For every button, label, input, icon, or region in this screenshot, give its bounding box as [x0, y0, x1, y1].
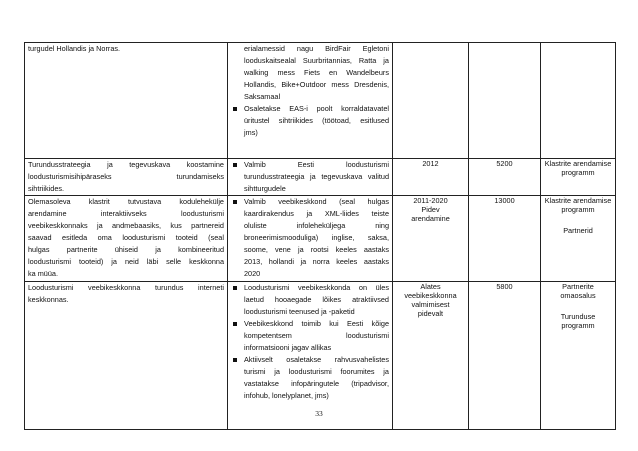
- measure-line: hulgas partnerite ühiseid ja kombineeritud: [28, 245, 224, 254]
- measure-line: Olemasoleva klastrit tutvustava kodulehekülje: [28, 197, 224, 206]
- bullet-continuation: üritustel sihtriikides (töötoad, esitlused: [244, 116, 389, 125]
- bullet-item: Osaletakse EAS-i poolt korraldatavatel: [231, 103, 389, 115]
- time-cell: [393, 43, 469, 159]
- bullet-continuation: kaardirakendus ja XML-liides teiste: [244, 209, 389, 218]
- bullet-continuation: vastatakse infopäringutele (tripadvisor,: [244, 379, 389, 388]
- bullet-continuation: Hollandis, Bike+Outdoor mess Dresdenis,: [244, 80, 389, 89]
- program-line: programm: [561, 205, 595, 214]
- bullet-continuation: erialamessid nagu BirdFair Egletoni: [244, 44, 389, 53]
- measure-line: Turundusstrateegia ja tegevuskava koostamine: [28, 160, 224, 169]
- results-cell: [228, 159, 393, 196]
- bullet-item: Valmib veebikeskkond (seal hulgas: [231, 196, 389, 208]
- spacer: [544, 214, 612, 226]
- time-line: Pidev: [421, 205, 440, 214]
- program-line: Turunduse programm: [560, 312, 596, 330]
- measure-cell: [25, 43, 228, 159]
- program-line: Partnerid: [563, 226, 593, 235]
- budget-cell: [469, 282, 541, 430]
- action-plan-table: [24, 42, 616, 430]
- measure-cell: [25, 196, 228, 282]
- spacer: [544, 300, 612, 312]
- bullet-item: Veebikeskkond toimib kui Eesti kõige: [231, 318, 389, 330]
- time-line: 2011-2020: [413, 196, 448, 205]
- bullet-continuation: loodusturismi teenused ja -paketid: [244, 307, 355, 316]
- bullet-continuation: oluliste infoleheküljega ning: [244, 221, 389, 230]
- table-row: [25, 43, 616, 159]
- bullet-continuation: sihtturgudele: [244, 184, 286, 193]
- budget-line: 5200: [496, 159, 513, 168]
- budget-line: 13000: [494, 196, 515, 205]
- measure-line: keskkonnas.: [28, 295, 69, 304]
- table-body: [25, 43, 616, 430]
- bullet-continuation: 2013, hollandi ja norra keeles aastaks: [244, 257, 389, 266]
- budget-cell: [469, 196, 541, 282]
- bullet-continuation: walking mess Fiets en Wandelbeurs: [244, 68, 389, 77]
- time-cell: [393, 196, 469, 282]
- bullet-continuation: broneerimismooduliga) inglise, saksa,: [244, 233, 389, 242]
- bullet-continuation: turismi ja loodusturismi foorumites ja: [244, 367, 389, 376]
- page-number: 33: [315, 409, 323, 418]
- program-line: programm: [561, 168, 595, 177]
- measure-line: turgudel Hollandis ja Norras.: [28, 44, 121, 53]
- budget-line: 5800: [496, 282, 513, 291]
- bullet-continuation: Saksamaal: [244, 92, 281, 101]
- measure-line: ka müüa.: [28, 269, 59, 278]
- time-line: veebikeskkonna: [404, 291, 457, 300]
- results-cell: [228, 43, 393, 159]
- measure-cell: [25, 159, 228, 196]
- measure-line: sihtriikides.: [28, 184, 65, 193]
- time-cell: [393, 282, 469, 430]
- bullet-continuation: informatsiooni jagav allikas: [244, 343, 332, 352]
- measure-line: loodusturismi tooteid) ja neid läbi selle keskkonna: [28, 257, 224, 266]
- budget-cell: [469, 159, 541, 196]
- bullet-continuation: kompetentsem loodusturismi: [244, 331, 389, 340]
- program-cell: [541, 159, 616, 196]
- program-cell: [541, 43, 616, 159]
- table-row: [25, 196, 616, 282]
- program-line: Klastrite arendamise: [544, 159, 612, 168]
- bullet-item: Aktiivselt osaletakse rahvusvahelistes: [231, 354, 389, 366]
- measure-line: saavad esitleda oma loodusturismi tooteid (seal: [28, 233, 224, 242]
- time-line: arendamine: [411, 214, 450, 223]
- bullet-continuation: looduskaitsealal Suurbritannias, Ratta ja: [244, 56, 389, 65]
- table-row: [25, 282, 616, 430]
- bullet-item: Loodusturismi veebikeskkonda on üles: [231, 282, 389, 294]
- measure-line: Loodusturismi veebikeskkonna turundus interneti: [28, 283, 224, 292]
- time-line: pidevalt: [417, 309, 444, 318]
- program-line: Klastrite arendamise: [544, 196, 612, 205]
- bullet-continuation: infohub, lonelyplanet, jms): [244, 391, 329, 400]
- program-line: Partnerite omaosalus: [560, 282, 596, 300]
- measure-line: veebikeskkonnaks ja andmebaasiks, kus partnereid: [28, 221, 224, 230]
- bullet-continuation: jms): [244, 128, 258, 137]
- bullet-continuation: laetud hooaegade lõikes atraktiivsed: [244, 295, 389, 304]
- measure-line: loodusturismisihipäraseks turundamiseks: [28, 172, 224, 181]
- bullet-item: Valmib Eesti loodusturismi: [231, 159, 389, 171]
- program-cell: [541, 282, 616, 430]
- program-cell: [541, 196, 616, 282]
- bullet-continuation: 2020: [244, 269, 261, 278]
- measure-line: arendamine interaktiivseks loodusturismi: [28, 209, 224, 218]
- time-line: Alates: [420, 282, 441, 291]
- budget-cell: [469, 43, 541, 159]
- time-line: valmimisest: [411, 300, 450, 309]
- time-cell: [393, 159, 469, 196]
- table-row: [25, 159, 616, 196]
- measure-cell: [25, 282, 228, 430]
- results-cell: [228, 282, 393, 430]
- time-line: 2012: [422, 159, 439, 168]
- bullet-continuation: soome, vene ja rootsi keeles aastaks: [244, 245, 389, 254]
- bullet-continuation: turundusstrateegia ja tegevuskava valitud: [244, 172, 389, 181]
- results-cell: [228, 196, 393, 282]
